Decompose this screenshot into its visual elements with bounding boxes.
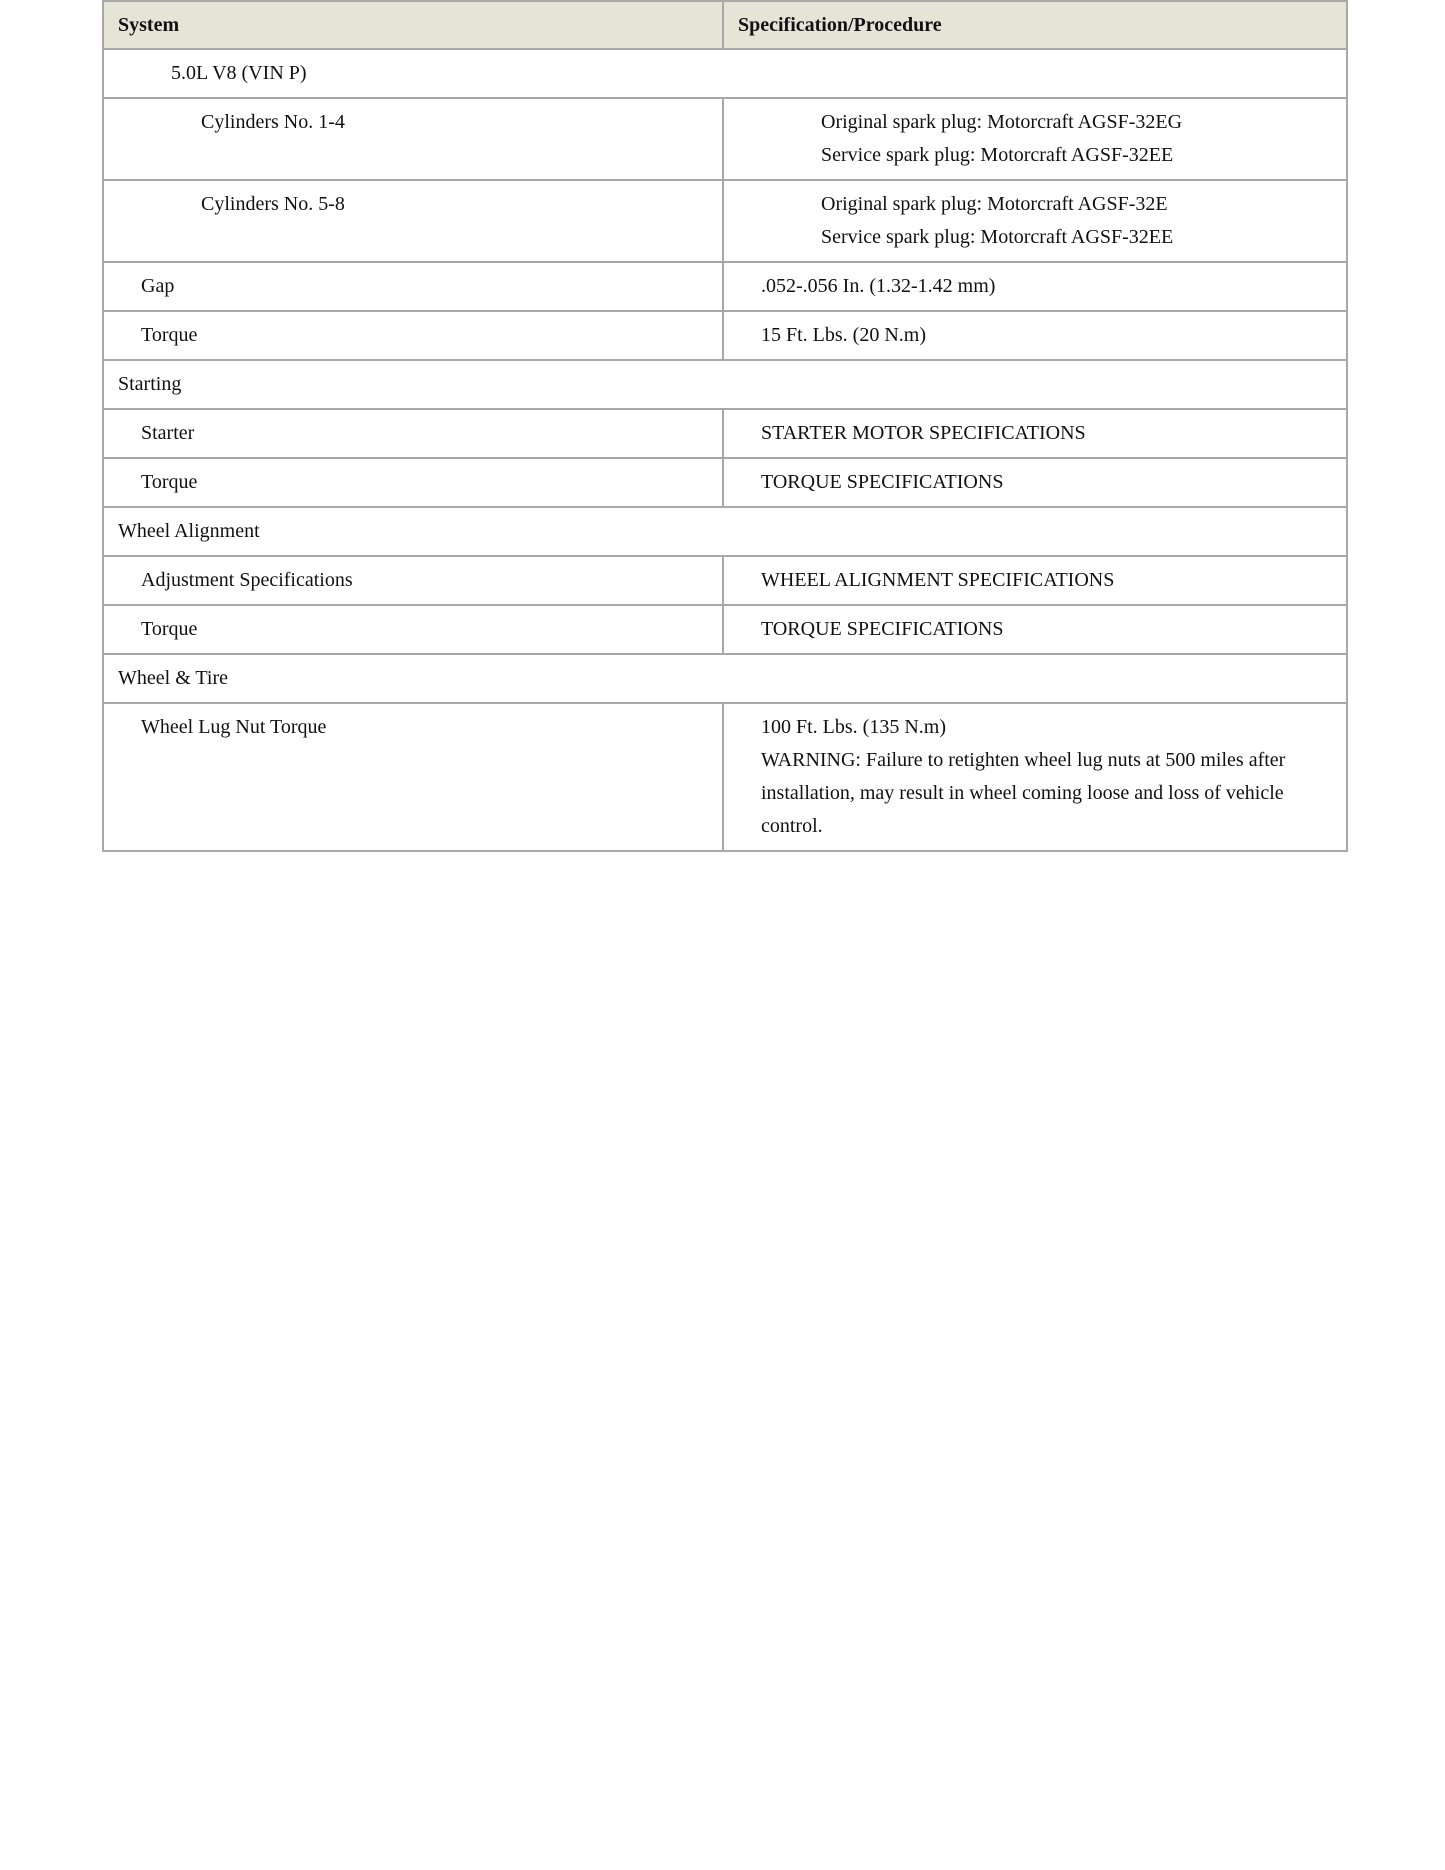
specification-cell xyxy=(723,458,1347,507)
header-specification: Specification/Procedure xyxy=(723,1,1347,49)
specification-cell xyxy=(723,180,1347,262)
spec-line: Service spark plug: Motorcraft AGSF-32EE xyxy=(821,226,1174,248)
specification-cell xyxy=(723,605,1347,654)
specification-cell xyxy=(723,98,1347,180)
table-row xyxy=(103,703,1347,851)
system-cell: Adjustment Specifications xyxy=(103,556,723,605)
table-row xyxy=(103,409,1347,458)
system-cell: Cylinders No. 5-8 xyxy=(103,180,723,262)
spec-line: STARTER MOTOR SPECIFICATIONS xyxy=(761,422,1086,444)
table-row xyxy=(103,556,1347,605)
specification-cell xyxy=(723,262,1347,311)
specification-cell xyxy=(723,703,1347,851)
spec-line: Original spark plug: Motorcraft AGSF-32E xyxy=(821,193,1168,215)
spec-line: WARNING: Failure to retighten wheel lug nuts at 500 miles after installation, may result in wheel coming loose and loss of vehicle control. xyxy=(761,749,1286,837)
specification-cell xyxy=(723,311,1347,360)
table-row xyxy=(103,605,1347,654)
spec-line: 100 Ft. Lbs. (135 N.m) xyxy=(761,716,946,738)
group-row xyxy=(103,49,1347,98)
group-label: Wheel & Tire xyxy=(103,654,1347,703)
table-row xyxy=(103,311,1347,360)
table-header xyxy=(103,1,1347,49)
system-cell: Cylinders No. 1-4 xyxy=(103,98,723,180)
spec-line: Service spark plug: Motorcraft AGSF-32EE xyxy=(821,144,1174,166)
spec-line: .052-.056 In. (1.32-1.42 mm) xyxy=(761,275,996,297)
table-body xyxy=(103,49,1347,851)
spec-line: WHEEL ALIGNMENT SPECIFICATIONS xyxy=(761,569,1115,591)
table-row xyxy=(103,98,1347,180)
group-row xyxy=(103,360,1347,409)
group-row xyxy=(103,654,1347,703)
header-row xyxy=(103,1,1347,49)
specifications-table xyxy=(102,0,1348,852)
system-cell: Torque xyxy=(103,605,723,654)
system-cell: Starter xyxy=(103,409,723,458)
spec-line: TORQUE SPECIFICATIONS xyxy=(761,471,1004,493)
header-system: System xyxy=(103,1,723,49)
group-label: Wheel Alignment xyxy=(103,507,1347,556)
system-cell: Torque xyxy=(103,458,723,507)
spec-line: 15 Ft. Lbs. (20 N.m) xyxy=(761,324,926,346)
specification-cell xyxy=(723,409,1347,458)
table-row xyxy=(103,458,1347,507)
system-cell: Torque xyxy=(103,311,723,360)
spec-line: TORQUE SPECIFICATIONS xyxy=(761,618,1004,640)
table-row xyxy=(103,262,1347,311)
system-cell: Wheel Lug Nut Torque xyxy=(103,703,723,851)
specification-cell xyxy=(723,556,1347,605)
system-cell: Gap xyxy=(103,262,723,311)
spec-line: Original spark plug: Motorcraft AGSF-32EG xyxy=(821,111,1183,133)
group-row xyxy=(103,507,1347,556)
table-row xyxy=(103,180,1347,262)
group-label: Starting xyxy=(103,360,1347,409)
group-label: 5.0L V8 (VIN P) xyxy=(103,49,1347,98)
